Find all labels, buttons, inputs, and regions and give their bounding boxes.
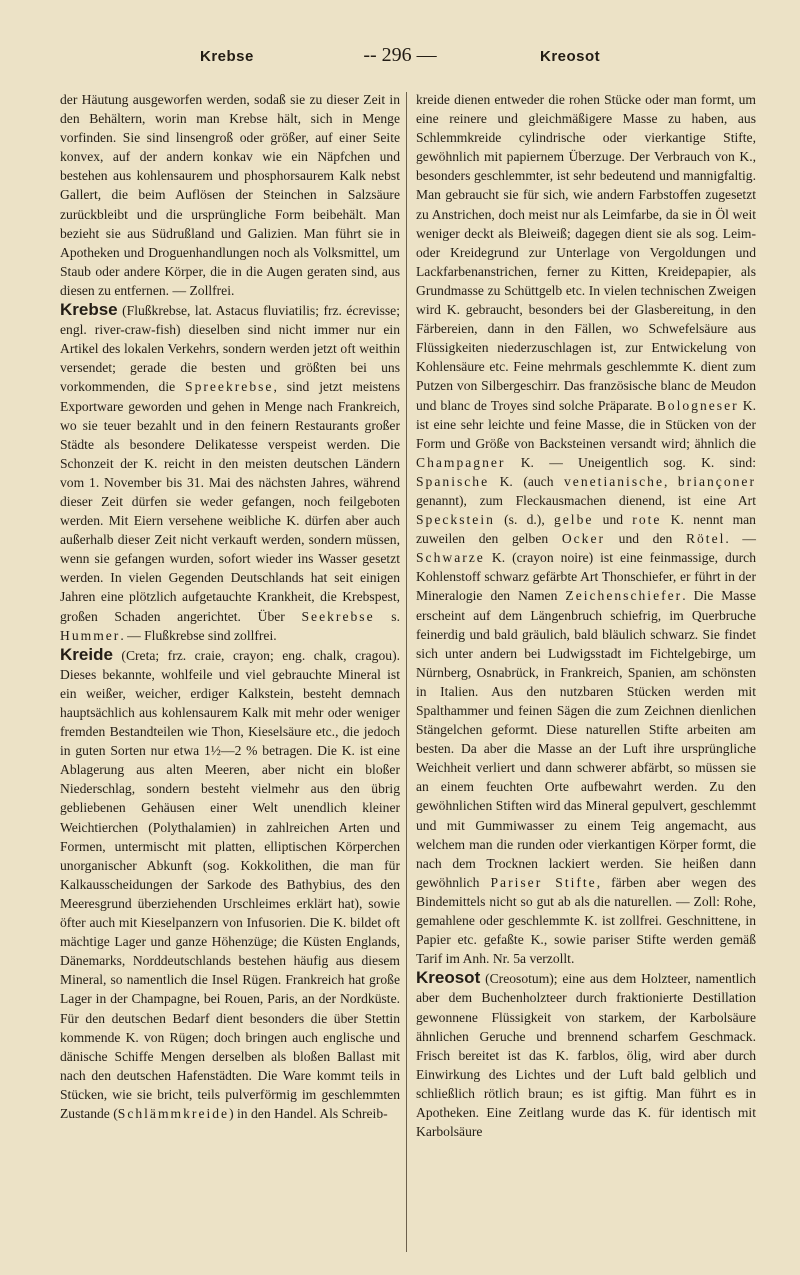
- entry-kreide: [60, 645, 400, 1123]
- text-run: K. (crayon noire) ist eine feinmassige, durch Kohlenstoff schwarz gefärbte Art Thonschiefer, er führt in der Mineralogie den Namen: [416, 550, 756, 604]
- text-run: und: [593, 512, 633, 528]
- spaced-term: Champagner: [416, 454, 506, 470]
- page-number: -- 296 —: [363, 44, 437, 66]
- spaced-term: Spanische: [416, 473, 490, 489]
- entry-krebse: [60, 300, 400, 645]
- text-run: , färben aber wegen des Bindemittels nicht so gut ab als die naturellen. — Zoll: Rohe, gemahlene oder geschlemmte K. ist zollfrei. Geschnittene, in Papier etc. gefaßte K., sowie pariser Stifte werden gemäß Tarif im Anh. Nr. 5a verzollt.: [416, 874, 756, 967]
- right-column: [416, 90, 756, 1141]
- text-run: , sind jetzt meistens Exportware geworden und gehen in Menge nach Frankreich, wo sie teuer bezahlt und in den feinern Restaurants großer Städte als besondere Delikatesse verspeist werden. Die Schonzeit der K. reicht in den meisten deutschen Ländern vom 1. November bis 31. Mai des nächsten Jahres, während dieser Zeit dürfen sie weder gefangen, noch feilgeboten werden. Mit Eiern versehene weibliche K. dürfen aber auch außerhalb dieser Zeit nicht verkauft werden, sondern müssen, wenn sie gefangen wurden, sofort wieder ins Wasser gesetzt werden. In vielen Gegenden Deutschlands hat seit einigen Jahren eine plötzlich aufgetauchte Krankheit, die Krebspest, großen Schaden angerichtet. Über: [60, 379, 400, 624]
- header-right-keyword: Kreosot: [540, 48, 601, 65]
- spaced-term: Spreekrebse: [185, 379, 274, 395]
- spaced-term: Schlämmkreide: [117, 1105, 230, 1121]
- text-run: (Creosotum); eine aus dem Holzteer, namentlich aber dem Buchenholzteer durch fraktionierte Destillation gewonnene Flüssigkeit von starkem, der Karbolsäure ähnlichen Geruche und brennend scharfem Geschmack. Frisch bereitet ist das K. farblos, ölig, wird aber durch Einwirkung des Lichtes und der Luft bald gelblich und schließlich rötlich braun; es ist giftig. Man führt es in Apotheken. Eine Zeitlang wurde das K. für identisch mit Karbolsäure: [416, 971, 756, 1140]
- header-left-keyword: Krebse: [200, 48, 254, 65]
- spaced-term: Zeichenschiefer: [565, 588, 683, 604]
- text-run: K. nennt man zuweilen den gelben: [416, 512, 756, 547]
- running-header: [0, 44, 800, 74]
- left-column: [60, 90, 400, 1123]
- entry-kreide-continued: [416, 90, 756, 968]
- entry-kreosot: [416, 968, 756, 1141]
- spaced-term: Schwarze: [416, 550, 485, 566]
- text-run: der Häutung ausgeworfen werden, sodaß sie zu dieser Zeit in den Behältern, worin man Krebse hält, sich in Menge vorfinden. Sie sind linsengroß oder größer, auf einer Seite konvex, auf der andern konkav wie ein Näpfchen und bestehen aus kohlensaurem und phosphorsaurem Kalk nebst Gallert, die beim Auflösen der Steinchen in Salzsäure zurückbleibt und die ursprüngliche Form beibehält. Man bezieht sie aus Südrußland und Galizien. Man führt sie in Apotheken und Droguenhandlungen noch als Volksmittel, um Staub oder andere Körper, die in die Augen geraten sind, aus diesen zu entfernen. — Zollfrei.: [60, 92, 400, 298]
- spaced-term: rote: [632, 512, 662, 528]
- spaced-term: Hummer: [60, 627, 121, 643]
- text-run: s.: [374, 608, 400, 624]
- spaced-term: gelbe: [553, 512, 594, 528]
- text-run: K. (auch: [489, 473, 564, 489]
- text-run: ) in den Handel. Als Schreib-: [229, 1105, 388, 1121]
- entry-headword-kreide: Kreide: [60, 644, 113, 664]
- text-run: . Die Masse erscheint auf dem Längenbruch schiefrig, im Querbruche feinerdig und bald gräulich, bald bläulich schwarz. Sie findet sich unter andern bei Ludwigsstadt im Fichtelgebirge, um Nürnberg, Osnabrück, in Frankreich, Spanien, am schönsten in Italien. Aus den nutzbaren Stücken werden mit Spalthammer und feinen Sägen die zum Zeichnen dienlichen Stängelchen geformt. Diese naturellen Stifte arbeiten am besten. Da aber die Masse an der Luft ihre ursprüngliche Weichheit verliert und dann schwerer abfärbt, so müssen sie an einem feuchten Orte aufbewahrt werden. Zu den gewöhnlichen Stiften wird das Mineral gepulvert, geschlemmt und mit Gummiwasser zu einem Teig angemacht, aus welchem man die runden oder vierkantigen Körper formt, die nach dem Trocknen lackiert werden. Sie heißen dann gewöhnlich: [416, 588, 756, 890]
- column-divider: [406, 92, 407, 1252]
- text-run: genannt), zum Fleckausmachen dienend, ist eine Art: [416, 492, 756, 508]
- text-run: K. — Uneigentlich sog. K. sind:: [505, 454, 756, 470]
- text-run: K. ist eine sehr leichte und feine Masse, die in Stücken von der Form und Größe von Backsteinen versandt wird; ähnlich die: [416, 397, 756, 451]
- text-run: kreide dienen entweder die rohen Stücke oder man formt, um eine reinere und gleichmäßigere Masse zu haben, aus Schlemmkreide cylindrische oder vierkantige Stifte, gewöhnlich mit papiernem Überzuge. Der Verbrauch von K., besonders geschlemmter, ist sehr bedeutend und mannigfaltig. Man gebraucht sie für sich, wie andern Farbstoffen zugesetzt zu Anstrichen, doch meist nur als Leimfarbe, da sie in Öl weit weniger deckt als Bleiweiß; dagegen dient sie als sog. Leim- oder Kreidegrund zur Unterlage von Vergoldungen und Lackfarbenanstrichen, ferner zu Kitten, Kreidepapier, als Grundmasse zu Schüttgelb etc. In vielen technischen Zweigen wird K. gebraucht, besonders bei der Glasbereitung, in den Färbereien, dann in den Fällen, wo Schwefelsäure aus Flüssigkeiten niederzuschlagen ist, zur Entwickelung von Kohlensäure etc. Feine mehrmals geschlemmte K. dient zum Putzen von Silbergeschirr. Das französische blanc de Meudon und blanc de Troyes sind solche Präparate.: [416, 92, 756, 413]
- paragraph-continuation: [60, 90, 400, 300]
- spaced-term: Ocker: [561, 531, 606, 547]
- text-run: . —: [725, 531, 757, 547]
- spaced-term: Rötel: [685, 531, 726, 547]
- text-run: . — Flußkrebse sind zollfrei.: [120, 627, 277, 643]
- text-run: und den: [605, 531, 686, 547]
- spaced-term: Pariser Stifte: [490, 874, 597, 890]
- spaced-term: briançoner: [677, 473, 756, 489]
- spaced-term: Bologneser: [656, 397, 739, 413]
- text-run: (Flußkrebse, lat. Astacus fluviatilis; frz. écrevisse; engl. river-craw-fish) dieselben sind nicht immer nur ein Artikel des lokalen Verkehrs, sondern werden jetzt oft weithin versendet; gerade die besten und größten bei uns vorkommenden, die: [60, 303, 400, 395]
- text-run: (Creta; frz. craie, crayon; eng. chalk, cragou). Dieses bekannte, wohlfeile und viel gebrauchte Mineral ist ein weißer, weicher, erdiger Kalkstein, besteht demnach hauptsächlich aus kohlensaurem Kalk mit mehr oder weniger fremden Bestandteilen wie Thon, Kieselsäure etc., die jedoch in guten Sorten nur etwa 1½—2 % betragen. Die K. ist eine Ablagerung aus alten Meeren, aber nicht ein bloßer Niederschlag, sondern besteht vielmehr aus den übrig gebliebenen Gehäusen einer Welt unendlich kleiner Weichtierchen (Polythalamien) in zahlreichen Arten und Formen, untermischt mit platten, elliptischen Körperchen unorganischer Abkunft (sog. Kokkolithen, die man für Kalkausscheidungen der Sarkode des Bathybius, des den Meeresgrund überziehenden Urschleimes erklärt hat), sowie öfter auch mit Kieselpanzern von Infusorien. Die K. bildet oft mächtige Lager und ganze Höhenzüge; die Küsten Englands, Dänemarks, Norddeutschlands bestehen häufig aus diesem Mineral, so namentlich die Insel Rügen. Frankreich hat große Lager in der Champagne, bei Rouen, Paris, an der Nordküste. Für den deutschen Bedarf dient besonders die über Stettin kommende K. von Rügen; doch bringen auch englische und dänische Schiffe Mengen derselben als bloßen Ballast mit nach den deutschen Hafenstädten. Die Ware kommt teils in Stücken, wie sie bricht, teils pulverförmig im geschlemmten Zustande (: [60, 647, 400, 1121]
- entry-headword-kreosot: Kreosot: [416, 968, 481, 988]
- spaced-term: Seekrebse: [301, 608, 375, 624]
- entry-headword-krebse: Krebse: [60, 300, 118, 320]
- text-run: (s. d.),: [494, 512, 554, 528]
- text-run: ,: [663, 473, 678, 489]
- spaced-term: venetianische: [564, 473, 664, 489]
- spaced-term: Speckstein: [416, 512, 495, 528]
